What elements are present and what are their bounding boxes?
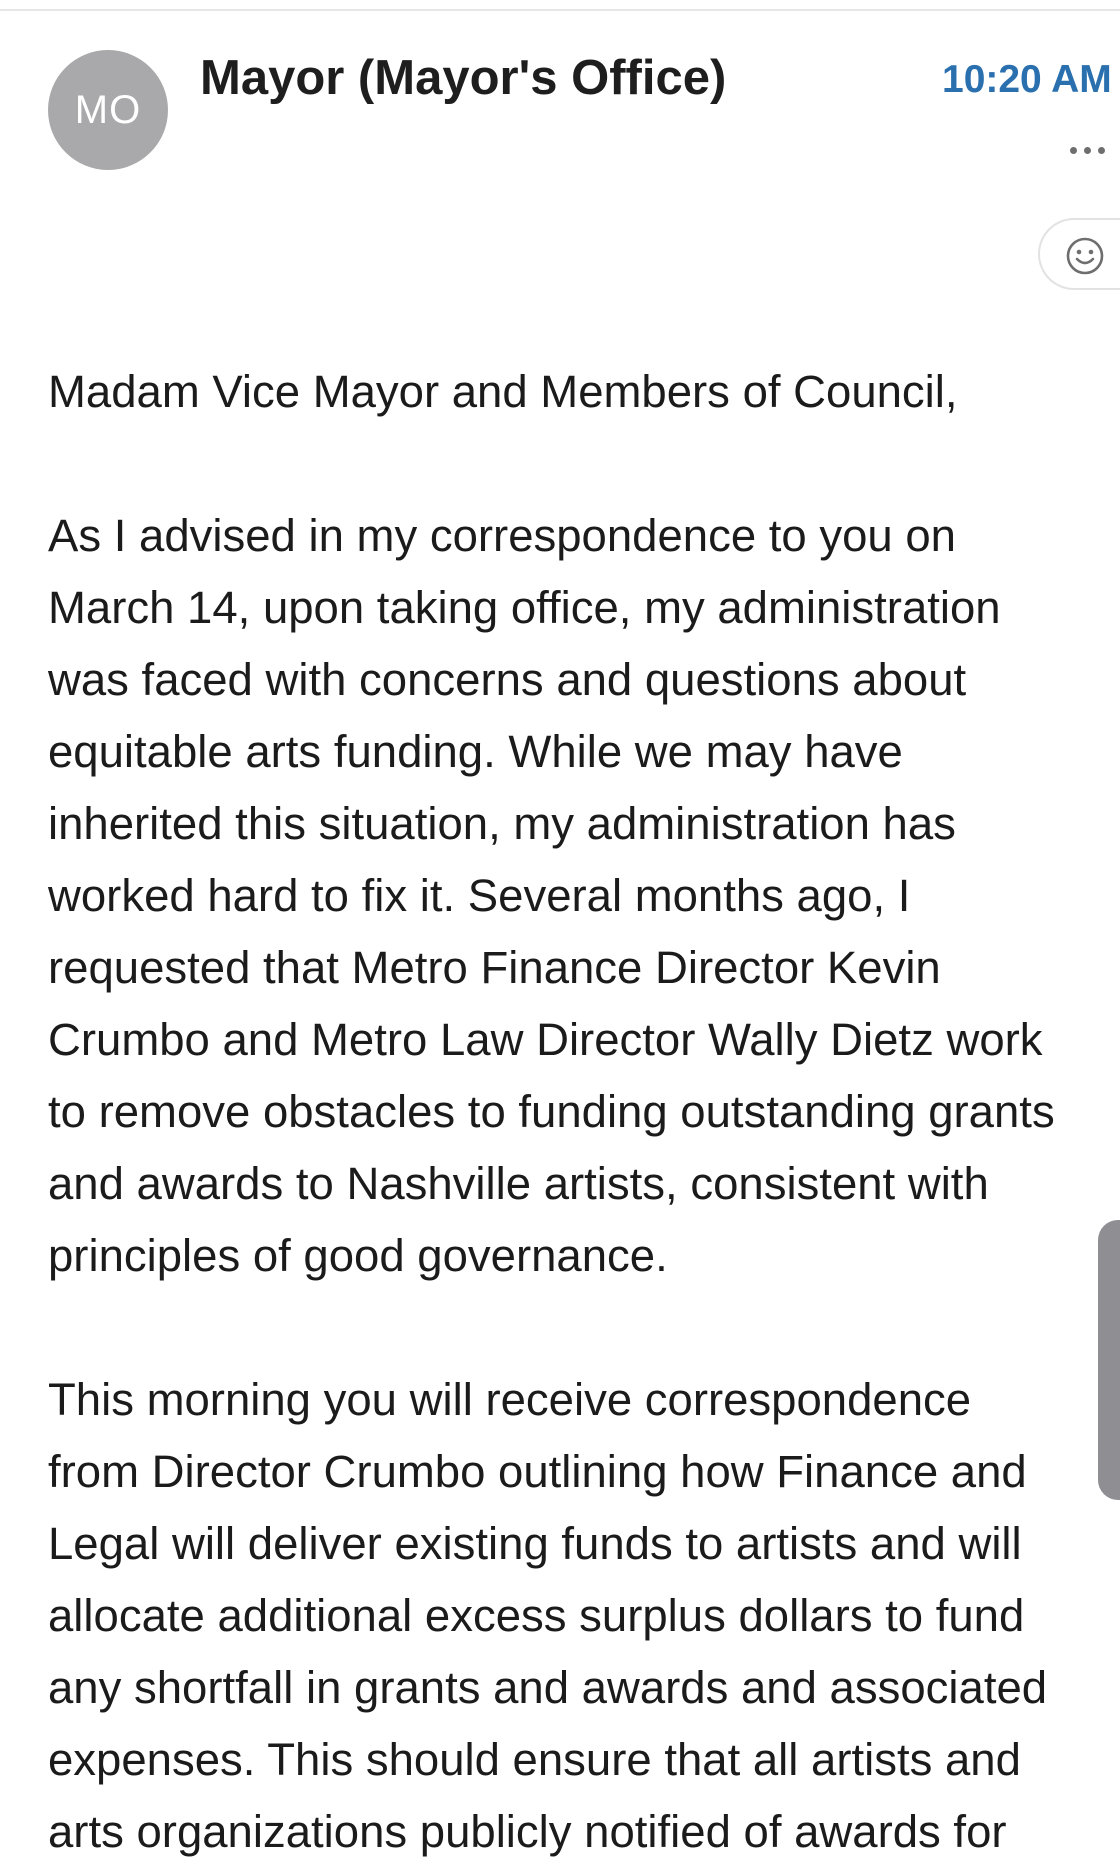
body-line: inherited this situation, my administration has (48, 798, 956, 849)
scrollbar-handle[interactable] (1098, 1220, 1120, 1500)
message-time: 10:20 AM (942, 58, 1112, 101)
avatar[interactable] (48, 50, 168, 170)
body-line: and awards to Nashville artists, consistent with (48, 1158, 989, 1209)
body-line: to remove obstacles to funding outstanding grants (48, 1086, 1055, 1137)
header-divider (0, 9, 1120, 11)
body-line: equitable arts funding. While we may have (48, 726, 903, 777)
more-options-button[interactable] (1070, 140, 1120, 160)
body-line: principles of good governance. (48, 1230, 668, 1281)
avatar-initials: MO (74, 87, 142, 132)
smiley-icon (1064, 235, 1106, 277)
body-line: allocate additional excess surplus dollars to fund (48, 1590, 1025, 1641)
body-line: Legal will deliver existing funds to artists and will (48, 1518, 1022, 1569)
body-line: As I advised in my correspondence to you on (48, 510, 956, 561)
body-line: any shortfall in grants and awards and associated (48, 1662, 1048, 1713)
more-horizontal-icon-dot (1084, 147, 1091, 154)
sender-name[interactable]: Mayor (Mayor's Office) (200, 51, 727, 105)
body-line: from Director Crumbo outlining how Finance and (48, 1446, 1027, 1497)
paragraph-2 (48, 1364, 1120, 1868)
paragraph-spacer (48, 1292, 1120, 1364)
body-line: This morning you will receive correspondence (48, 1374, 972, 1425)
more-horizontal-icon-dot (1098, 147, 1105, 154)
more-horizontal-icon (1070, 147, 1077, 154)
body-line: requested that Metro Finance Director Kevin (48, 942, 941, 993)
body-line: March 14, upon taking office, my administration (48, 582, 1001, 633)
body-line: arts organizations publicly notified of awards for (48, 1806, 1007, 1857)
body-line: expenses. This should ensure that all artists and (48, 1734, 1021, 1785)
paragraph-1 (48, 500, 1120, 1292)
body-line: Crumbo and Metro Law Director Wally Dietz work (48, 1014, 1043, 1065)
add-reaction-button[interactable] (1038, 218, 1120, 290)
body-line: worked hard to fix it. Several months ago, I (48, 870, 911, 921)
paragraph-spacer (48, 428, 1120, 500)
greeting: Madam Vice Mayor and Members of Council, (48, 366, 958, 417)
body-line: was faced with concerns and questions about (48, 654, 967, 705)
message-body (48, 356, 1120, 1868)
